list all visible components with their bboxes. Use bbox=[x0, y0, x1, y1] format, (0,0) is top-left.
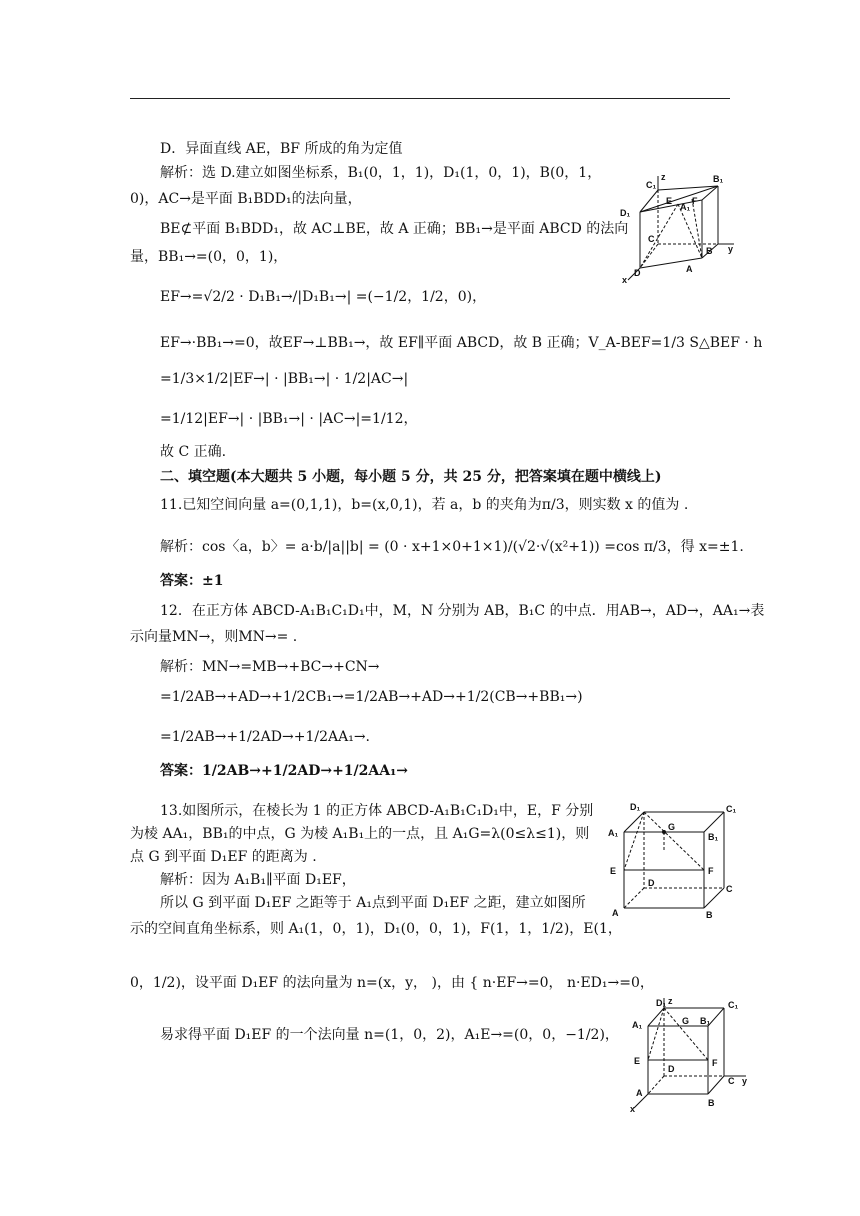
header-rule bbox=[130, 98, 730, 99]
fig1-label-c1: C₁ bbox=[646, 180, 657, 190]
text-line: 答案：1/2AB→+1/2AD→+1/2AA₁→ bbox=[160, 763, 408, 779]
cube-figure-coordinates bbox=[618, 172, 738, 284]
fig1-label-f: F bbox=[692, 196, 698, 206]
fig1-label-a: A bbox=[686, 264, 693, 274]
fig2-label-a: A bbox=[612, 908, 619, 918]
fig1-label-x: x bbox=[622, 275, 628, 284]
fig3-label-x: x bbox=[630, 1104, 636, 1114]
fig2-label-d: D bbox=[648, 878, 655, 888]
fig2-label-c1: C₁ bbox=[726, 804, 737, 814]
text-line: 解析：因为 A₁B₁∥平面 D₁EF， bbox=[160, 872, 356, 888]
text-line: =1/2AB→+AD→+1/2CB₁→=1/2AB→+AD→+1/2(CB→+BB₁→) bbox=[160, 689, 583, 705]
fig2-label-d1: D₁ bbox=[630, 802, 641, 812]
fig3-label-f: F bbox=[712, 1058, 718, 1068]
text-line: 答案：±1 bbox=[160, 573, 224, 589]
text-line: 12．在正方体 ABCD-A₁B₁C₁D₁中，M，N 分别为 AB，B₁C 的中点．用AB→，AD→，AA₁→表 bbox=[160, 603, 765, 619]
text-line: 11.已知空间向量 a=(0,1,1)，b=(x,0,1)，若 a，b 的夹角为π/3，则实数 x 的值为 . bbox=[160, 497, 689, 513]
fig2-label-b: B bbox=[706, 910, 713, 920]
text-line: 二、填空题(本大题共 5 小题，每小题 5 分，共 25 分，把答案填在题中横线上) bbox=[160, 469, 662, 485]
text-line: =1/12|EF→| · |BB₁→| · |AC→|=1/12， bbox=[160, 411, 418, 427]
fig2-label-f: F bbox=[708, 866, 714, 876]
fig3-label-c1: C₁ bbox=[728, 1000, 739, 1010]
text-line: 解析：选 D.建立如图坐标系，B₁(0，1，1)，D₁(1，0，1)，B(0，1， bbox=[160, 165, 602, 181]
fig1-label-y: y bbox=[728, 244, 734, 254]
fig3-label-z: z bbox=[668, 996, 673, 1006]
text-line: 所以 G 到平面 D₁EF 之距等于 A₁点到平面 D₁EF 之距，建立如图所 bbox=[160, 895, 586, 911]
fig3-label-a1: A₁ bbox=[632, 1020, 643, 1030]
cube-figure-problem-13 bbox=[604, 800, 742, 922]
fig1-label-d1: D₁ bbox=[620, 208, 631, 218]
fig2-label-g: G bbox=[668, 822, 676, 832]
text-line: =1/2AB→+1/2AD→+1/2AA₁→. bbox=[160, 729, 370, 745]
text-line: EF→·BB₁→=0，故EF→⊥BB₁→，故 EF∥平面 ABCD，故 B 正确；V_A-BEF=1/3 S△BEF · h bbox=[160, 335, 763, 351]
text-line: 0，1/2)，设平面 D₁EF 的法向量为 n=(x，y， )，由 { n·EF→=0， n·ED₁→=0， bbox=[130, 975, 654, 991]
text-line: EF→=√2/2 · D₁B₁→/|D₁B₁→| =(−1/2，1/2，0)， bbox=[160, 289, 487, 305]
text-line: D．异面直线 AE，BF 所成的角为定值 bbox=[160, 141, 403, 157]
text-line: 为棱 AA₁，BB₁的中点，G 为棱 A₁B₁上的一点，且 A₁G=λ(0≤λ≤1)，则 bbox=[130, 826, 590, 842]
fig3-label-c: C bbox=[728, 1076, 735, 1086]
cube-figure-problem-13-coordinates bbox=[628, 996, 754, 1114]
fig2-label-c: C bbox=[726, 884, 733, 894]
text-line: 故 C 正确. bbox=[160, 444, 227, 460]
text-line: BE⊄平面 B₁BDD₁，故 AC⊥BE，故 A 正确；BB₁→是平面 ABCD 的法向 bbox=[160, 221, 629, 237]
fig3-label-e: E bbox=[634, 1056, 641, 1066]
fig3-label-d1: D₁ bbox=[656, 998, 667, 1008]
fig1-label-a1: A₁ bbox=[680, 202, 691, 212]
text-line: 点 G 到平面 D₁EF 的距离为 . bbox=[130, 849, 317, 865]
text-line: 量，BB₁→=(0，0，1)， bbox=[130, 249, 288, 265]
text-line: 示的空间直角坐标系，则 A₁(1，0，1)，D₁(0，0，1)，F(1，1，1/2)，E(1， bbox=[130, 921, 622, 937]
fig3-label-d: D bbox=[668, 1064, 675, 1074]
fig1-label-c: C bbox=[648, 234, 655, 244]
fig3-label-g: G bbox=[682, 1016, 690, 1026]
text-line: 解析：cos〈a，b〉= a·b/|a||b| = (0 · x+1×0+1×1)/(√2·√(x²+1)) =cos π/3，得 x=±1. bbox=[160, 539, 744, 555]
fig2-label-b1: B₁ bbox=[708, 832, 719, 842]
text-line: 示向量MN→，则MN→= . bbox=[130, 629, 298, 645]
text-line: 易求得平面 D₁EF 的一个法向量 n=(1，0，2)，A₁E→=(0，0，−1/2)， bbox=[160, 1027, 619, 1043]
text-line: 0)，AC→是平面 B₁BDD₁的法向量， bbox=[130, 191, 362, 207]
fig3-label-a: A bbox=[636, 1088, 643, 1098]
text-line: =1/3×1/2|EF→| · |BB₁→| · 1/2|AC→| bbox=[160, 371, 409, 387]
fig3-label-b1: B₁ bbox=[700, 1016, 711, 1026]
fig3-label-y: y bbox=[742, 1076, 748, 1086]
fig1-label-d: D bbox=[634, 268, 641, 278]
text-line: 13.如图所示，在棱长为 1 的正方体 ABCD-A₁B₁C₁D₁中，E，F 分别 bbox=[160, 803, 594, 819]
text-line: 解析：MN→=MB→+BC→+CN→ bbox=[160, 659, 380, 675]
fig2-label-a1: A₁ bbox=[608, 828, 619, 838]
fig1-label-b1: B₁ bbox=[713, 174, 724, 184]
fig1-label-b: B bbox=[706, 246, 713, 256]
fig1-label-z: z bbox=[661, 172, 666, 182]
fig2-label-e: E bbox=[610, 866, 617, 876]
fig1-label-e: E bbox=[666, 196, 673, 206]
fig3-label-b: B bbox=[708, 1098, 715, 1108]
